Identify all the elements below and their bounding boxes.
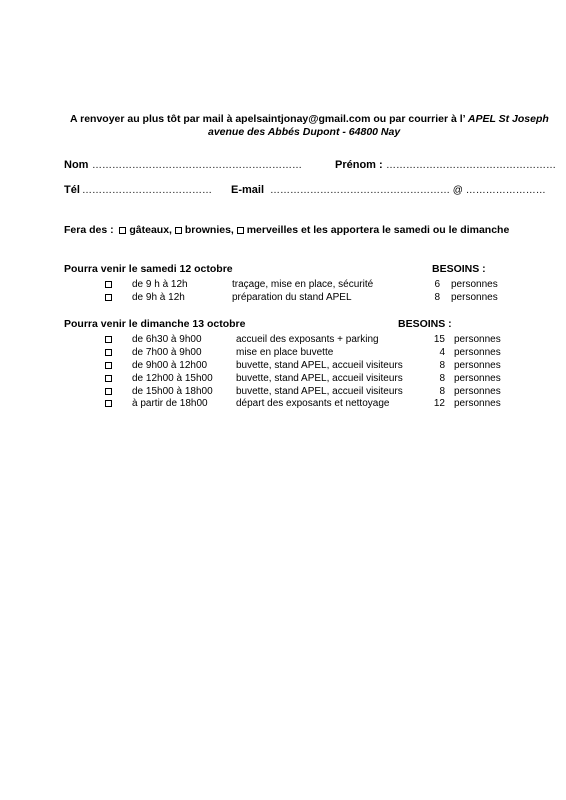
sunday-row-time: de 7h00 à 9h00: [132, 347, 202, 358]
checkbox-sunday-1[interactable]: [105, 336, 112, 343]
fera-item-gateaux: gâteaux,: [129, 224, 172, 236]
sunday-row-task: accueil des exposants + parking: [236, 334, 379, 345]
sunday-row-task: buvette, stand APEL, accueil visiteurs: [236, 386, 403, 397]
checkbox-saturday-2[interactable]: [105, 294, 112, 301]
nom-label: Nom: [64, 159, 89, 171]
sunday-row-unit: personnes: [454, 347, 501, 358]
saturday-row-time: de 9h à 12h: [132, 292, 185, 303]
checkbox-sunday-2[interactable]: [105, 349, 112, 356]
prenom-label: Prénom :: [335, 159, 383, 171]
nom-field[interactable]: ………………………………………………………: [92, 160, 302, 171]
sunday-row-task: mise en place buvette: [236, 347, 334, 358]
saturday-besoins-label: BESOINS :: [432, 263, 486, 275]
saturday-row-time: de 9 h à 12h: [132, 279, 188, 290]
sunday-row-count: 4: [439, 347, 445, 358]
sunday-row-unit: personnes: [454, 334, 501, 345]
saturday-row-unit: personnes: [451, 279, 498, 290]
checkbox-brownies[interactable]: [175, 227, 182, 234]
sunday-row-task: départ des exposants et nettoyage: [236, 398, 390, 409]
email-domain-dots: ……………………: [465, 185, 546, 196]
prenom-field[interactable]: ……………………………………………: [386, 160, 556, 171]
sunday-row-count: 8: [439, 386, 445, 397]
header-line-1: [70, 113, 549, 125]
saturday-row-task: préparation du stand APEL: [232, 292, 352, 303]
sunday-row-time: de 6h30 à 9h00: [132, 334, 202, 345]
email-label: E-mail: [231, 184, 265, 196]
sunday-row-count: 8: [439, 373, 445, 384]
sunday-row-time: de 12h00 à 15h00: [132, 373, 213, 384]
checkbox-sunday-4[interactable]: [105, 375, 112, 382]
sunday-row-task: buvette, stand APEL, accueil visiteurs: [236, 373, 403, 384]
email-at: @: [452, 185, 463, 196]
sunday-heading: Pourra venir le dimanche 13 octobre: [64, 318, 246, 330]
sunday-row-unit: personnes: [454, 386, 501, 397]
sunday-row-task: buvette, stand APEL, accueil visiteurs: [236, 360, 403, 371]
fera-lead: Fera des :: [64, 224, 114, 236]
sunday-row-count: 15: [433, 334, 445, 345]
sunday-row-count: 8: [439, 360, 445, 371]
checkbox-merveilles[interactable]: [237, 227, 244, 234]
saturday-row-task: traçage, mise en place, sécurité: [232, 279, 374, 290]
email-user-dots: ………………………………………………: [270, 185, 450, 196]
sunday-besoins-label: BESOINS :: [398, 318, 452, 330]
header-address: avenue des Abbés Dupont - 64800 Nay: [208, 126, 401, 138]
sunday-row-unit: personnes: [454, 398, 501, 409]
checkbox-sunday-5[interactable]: [105, 388, 112, 395]
checkbox-saturday-1[interactable]: [105, 281, 112, 288]
checkbox-gateaux[interactable]: [119, 227, 126, 234]
sunday-row-count: 12: [433, 398, 445, 409]
sunday-row-time: à partir de 18h00: [132, 398, 208, 409]
sunday-row-time: de 9h00 à 12h00: [132, 360, 208, 371]
sunday-row-unit: personnes: [454, 360, 501, 371]
header-org-name: APEL St Joseph: [467, 113, 549, 125]
header-line-1-text: A renvoyer au plus tôt par mail à apelsaintjonay@gmail.com ou par courrier à l’: [70, 113, 468, 125]
checkbox-sunday-3[interactable]: [105, 362, 112, 369]
sunday-row-time: de 15h00 à 18h00: [132, 386, 213, 397]
checkbox-sunday-6[interactable]: [105, 400, 112, 407]
fera-item-merveilles: merveilles et les apportera le samedi ou le dimanche: [246, 224, 510, 236]
fera-item-brownies: brownies,: [184, 224, 234, 236]
tel-field[interactable]: …………………………………: [82, 185, 212, 196]
saturday-row-unit: personnes: [451, 292, 498, 303]
email-field[interactable]: [270, 185, 546, 196]
sunday-row-unit: personnes: [454, 373, 501, 384]
fera-line: [64, 224, 509, 236]
saturday-row-count: 8: [434, 292, 440, 303]
tel-label: Tél: [64, 184, 80, 196]
saturday-row-count: 6: [434, 279, 440, 290]
saturday-heading: Pourra venir le samedi 12 octobre: [64, 263, 233, 275]
